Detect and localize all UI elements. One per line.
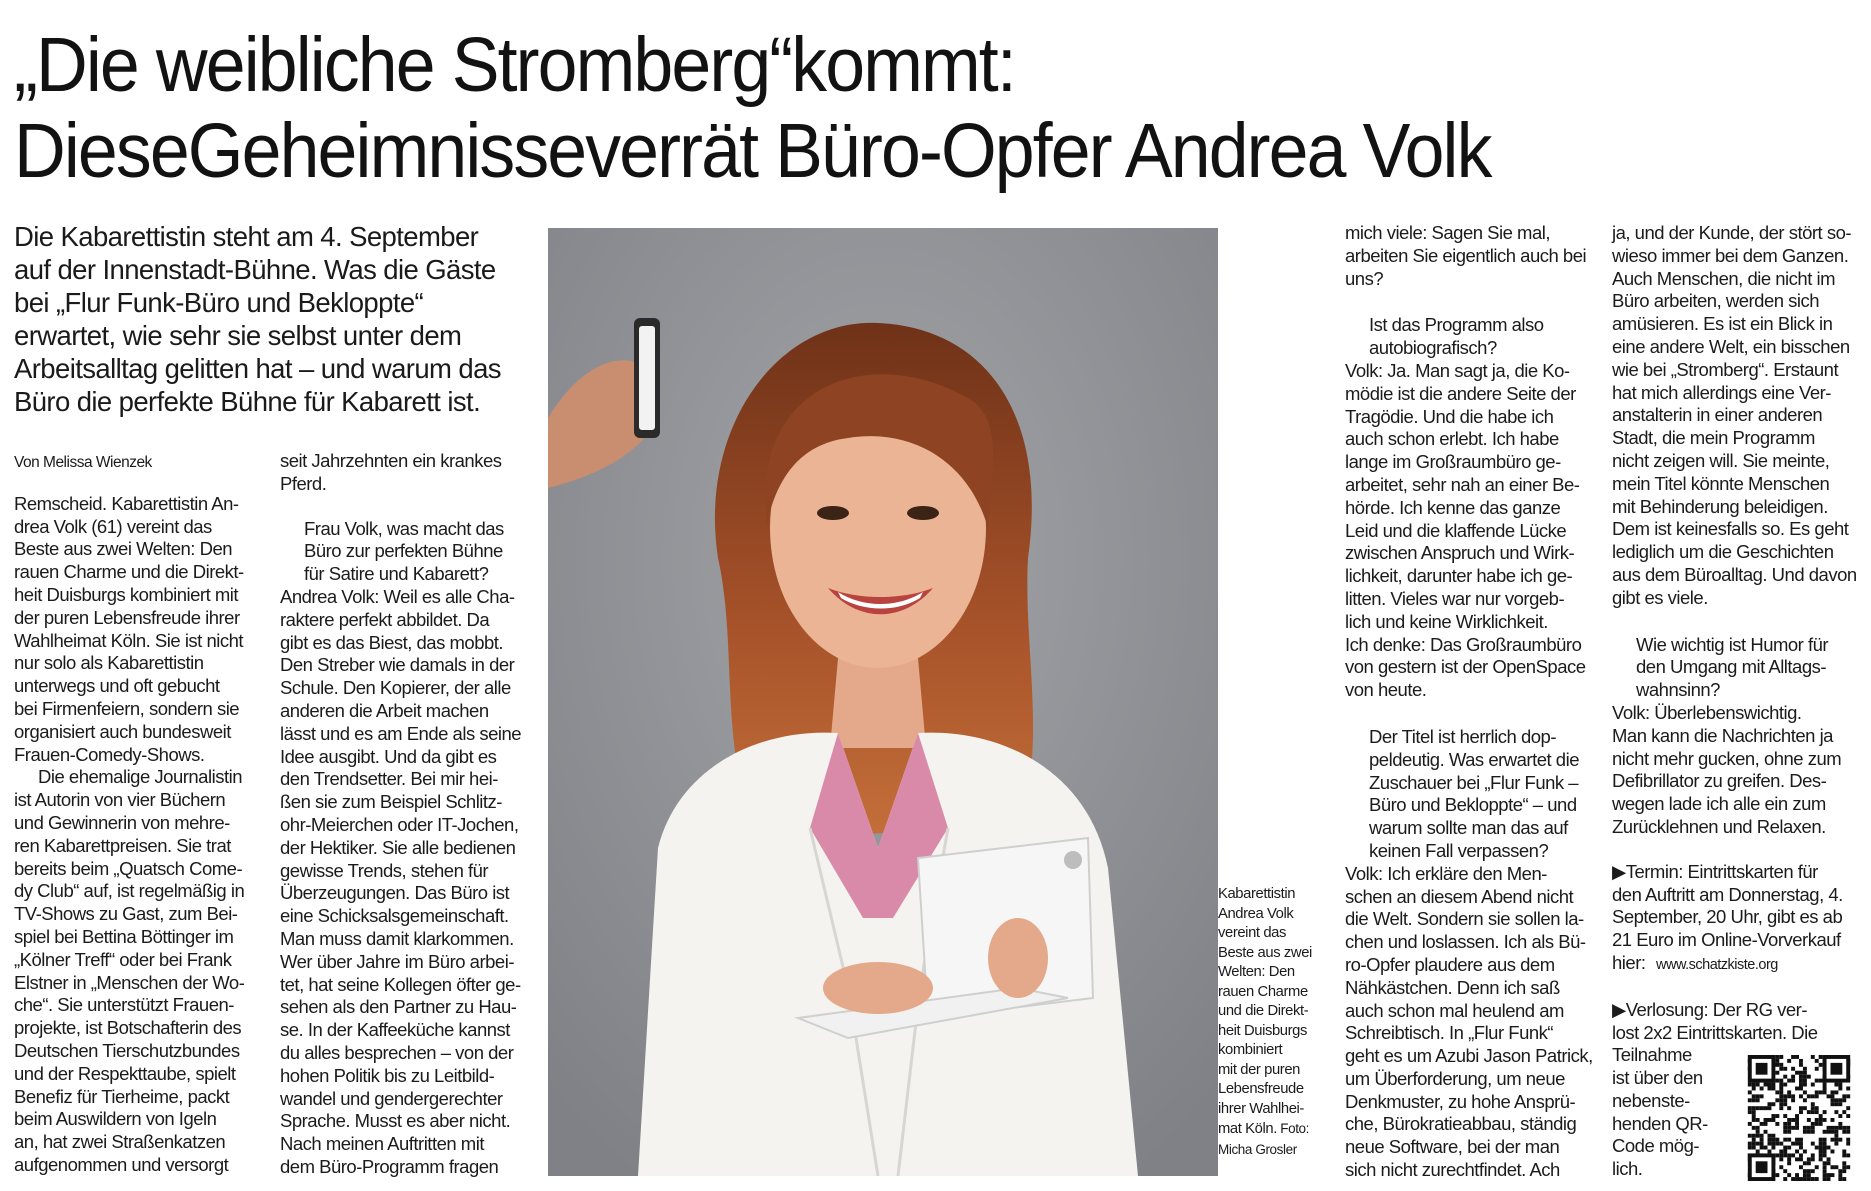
andrea-volk-photo: [548, 228, 1218, 1176]
text-line: che, Bürokratieabbau, ständig: [1345, 1113, 1577, 1135]
text-line: „Kölner Treff“ oder bei Frank: [14, 948, 232, 970]
text-line: mein Titel könnte Menschen: [1612, 472, 1830, 494]
text-line: gibt es viele.: [1612, 586, 1708, 608]
text-line: unterwegs und oft gebucht: [14, 675, 220, 697]
text-line: auch schon erlebt. Ich habe: [1345, 428, 1559, 450]
text-line: aus dem Büroalltag. Und davon: [1612, 563, 1857, 585]
text-line: keinen Fall verpassen?: [1369, 839, 1549, 861]
lead-line: Die Kabarettistin steht am 4. September: [14, 221, 479, 252]
text-line: ja, und der Kunde, der stört so-: [1612, 222, 1852, 243]
text-line: sich nicht zurechtfindet. Ach: [1345, 1159, 1560, 1181]
text-line: hohen Politik bis zu Leitbild-: [280, 1064, 495, 1086]
text-line: zwischen Anspruch und Wirk-: [1345, 542, 1575, 564]
text-line: Elstner in „Menschen der Wo-: [14, 971, 245, 993]
text-line: arbeitet, sehr nah an einer Be-: [1345, 473, 1580, 495]
text-line: Zurücklehnen und Relaxen.: [1612, 815, 1826, 837]
question: [1612, 634, 1862, 702]
text-line: ist Autorin von vier Büchern: [14, 789, 226, 811]
text-line: tet, hat seine Kollegen öfter ge-: [280, 973, 521, 995]
text-line: mödie ist die andere Seite der: [1345, 382, 1576, 404]
text-line: Beste aus zwei Welten: Den: [14, 538, 233, 560]
photo-credit: Micha Grosler: [1218, 1141, 1297, 1157]
text-line: den Auftritt am Donnerstag, 4.: [1612, 883, 1843, 905]
photo-credit-label: Foto:: [1276, 1121, 1310, 1136]
text-line: litten. Vieles war nur vorgeb-: [1345, 587, 1565, 609]
caption-line: Kabarettistin: [1218, 886, 1296, 902]
text-line: anderen die Arbeit machen: [280, 699, 489, 721]
text-line: hier:: [1612, 951, 1646, 973]
caption-line: Welten: Den: [1218, 964, 1295, 980]
text-line: ▶Termin: Eintrittskarten für: [1612, 860, 1818, 882]
text-line: rauen Charme und die Direkt-: [14, 561, 244, 583]
text-line: der puren Lebensfreude ihrer: [14, 606, 240, 628]
byline: Von Melissa Wienzek: [14, 454, 152, 471]
caption-line: und die Direkt-: [1218, 1003, 1309, 1019]
text-line: hat mich allerdings eine Ver-: [1612, 381, 1831, 403]
article-headline: [14, 22, 1725, 194]
text-line: du alles besprechen – von der: [280, 1041, 514, 1063]
answer-continued: [1345, 222, 1587, 290]
text-line: wie bei „Stromberg“. Erstaunt: [1612, 358, 1839, 380]
text-line: lich und keine Wirklichkeit.: [1345, 610, 1548, 632]
text-line: lässt und es am Ende als seine: [280, 722, 522, 744]
text-line: 21 Euro im Online-Vorverkauf: [1612, 929, 1841, 951]
text-line: an, hat zwei Straßenkatzen: [14, 1131, 226, 1153]
text-line: schen an diesem Abend nicht: [1345, 885, 1574, 907]
text-line: ro-Opfer plaudere aus dem: [1345, 953, 1555, 975]
text-line: Frau Volk, was macht das: [304, 517, 504, 539]
text-line: che“. Sie unterstützt Frauen-: [14, 994, 234, 1016]
text-line: ohr-Meierchen oder IT-Jochen,: [280, 813, 519, 835]
text-line: uns?: [1345, 267, 1384, 289]
text-line: Tragödie. Und die habe ich: [1345, 405, 1554, 427]
text-line: arbeiten Sie eigentlich auch bei: [1345, 244, 1587, 266]
caption-line: kombiniert: [1218, 1042, 1283, 1058]
text-line: Die ehemalige Journalistin: [38, 766, 242, 788]
text-line: Büro arbeiten, werden sich: [1612, 290, 1820, 312]
text-line: von heute.: [1345, 679, 1427, 701]
text-line: bei Firmenfeiern, sondern sie: [14, 697, 240, 719]
text-line: Der Titel ist herrlich dop-: [1369, 725, 1556, 747]
text-line: Man kann die Nachrichten ja: [1612, 724, 1833, 746]
text-line: nur solo als Kabarettistin: [14, 652, 204, 674]
text-line: lange im Großraumbüro ge-: [1345, 451, 1561, 473]
text-line: Leid und die klaffende Lücke: [1345, 519, 1567, 541]
article-photo: [548, 228, 1218, 1176]
text-line: projekte, ist Botschafterin des: [14, 1017, 242, 1039]
text-line: Volk: Ja. Man sagt ja, die Ko-: [1345, 359, 1570, 381]
text-line: Idee ausgibt. Und da gibt es: [280, 745, 497, 767]
answer: [1345, 359, 1586, 702]
text-line: sehen als den Partner zu Hau-: [280, 996, 517, 1018]
text-line: ▶Verlosung: Der RG ver-: [1612, 998, 1807, 1020]
text-line: Nähkästchen. Denn ich saß: [1345, 976, 1560, 998]
text-line: Ich denke: Das Großraumbüro: [1345, 633, 1582, 655]
text-line: Deutschen Tierschutzbundes: [14, 1039, 240, 1061]
text-line: Dem ist keinesfalls so. Es geht: [1612, 518, 1849, 540]
text-line: Nach meinen Auftritten mit: [280, 1133, 484, 1155]
text-line: und Gewinnerin von mehre-: [14, 811, 230, 833]
text-line: wandel und gendergerechter: [280, 1087, 503, 1109]
text-line: Wer über Jahre im Büro arbei-: [280, 950, 514, 972]
text-line: den Umgang mit Alltags-: [1636, 656, 1827, 678]
column-1: [14, 452, 264, 1177]
text-line: Stadt, die mein Programm: [1612, 427, 1815, 449]
text-line: Code mög-: [1612, 1135, 1700, 1157]
caption-line: rauen Charme: [1218, 983, 1308, 1000]
text-line: Volk: Überlebenswichtig.: [1612, 701, 1802, 723]
text-line: Remscheid. Kabarettistin An-: [14, 492, 239, 514]
text-line: anstalterin in einer anderen: [1612, 404, 1823, 426]
text-line: nebenste-: [1612, 1089, 1690, 1111]
text-line: gewisse Trends, stehen für: [280, 859, 489, 881]
text-line: der Hektiker. Sie alle bedienen: [280, 836, 516, 858]
caption-line: Beste aus zwei: [1218, 944, 1312, 961]
text-line: TV-Shows zu Gast, zum Bei-: [14, 903, 238, 925]
text-line: bereits beim „Quatsch Come-: [14, 857, 243, 879]
text-line: wahnsinn?: [1636, 679, 1720, 701]
photo-caption: [1218, 885, 1312, 1159]
paragraph: [14, 766, 264, 1176]
text-line: henden QR-: [1612, 1112, 1708, 1134]
text-line: drea Volk (61) vereint das: [14, 515, 212, 537]
text-line: Pferd.: [280, 472, 327, 494]
answer: [280, 586, 540, 1179]
text-line: Wahlheimat Köln. Sie ist nicht: [14, 629, 244, 651]
text-line: für Satire und Kabarett?: [304, 563, 489, 585]
caption-line: mat Köln. Foto:: [1218, 1121, 1310, 1137]
caption-line: vereint das: [1218, 925, 1286, 941]
text-line: Defibrillator zu greifen. Des-: [1612, 770, 1827, 792]
text-line: hörde. Ich kenne das ganze: [1345, 496, 1561, 518]
question: [1345, 725, 1579, 863]
text-line: amüsieren. Es ist ein Blick in: [1612, 313, 1833, 335]
text-line: auch schon mal heulend am: [1345, 999, 1564, 1021]
text-line: von gestern ist der OpenSpace: [1345, 656, 1586, 678]
answer: [1612, 702, 1862, 839]
lead-line: auf der Innenstadt-Bühne. Was die Gäste: [14, 254, 496, 285]
text-line: ren Kabarettpreisen. Sie trat: [14, 834, 231, 856]
text-line: wegen lade ich alle ein zum: [1612, 793, 1826, 815]
column-3: [1345, 222, 1593, 1182]
text-line: Man muss damit klarkommen.: [280, 927, 514, 949]
text-line: raktere perfekt abbildet. Da: [280, 608, 490, 630]
text-line: Büro zur perfekten Bühne: [304, 540, 503, 562]
lead-line: Büro die perfekte Bühne für Kabarett ist.: [14, 386, 481, 417]
text-line: Auch Menschen, die nicht im: [1612, 267, 1836, 289]
headline-line-2: DieseGeheimnisseverrät Büro-Opfer Andrea Volk: [14, 108, 1491, 194]
text-line: nicht mehr gucken, ohne zum: [1612, 747, 1842, 769]
text-line: dem Büro-Programm fragen: [280, 1155, 499, 1177]
qr-code[interactable]: [1747, 1055, 1851, 1181]
text-line: Teilnahme: [1612, 1044, 1692, 1066]
text-line: spiel bei Bettina Böttinger im: [14, 925, 234, 947]
text-line: seit Jahrzehnten ein krankes: [280, 450, 502, 471]
text-line: beim Auswildern von Igeln: [14, 1108, 217, 1130]
text-line: wieso immer bei dem Ganzen.: [1612, 244, 1849, 266]
text-line: Denkmuster, zu hohe Ansprü-: [1345, 1090, 1576, 1112]
column-2: [280, 450, 540, 1179]
text-line: gibt es das Biest, das mobbt.: [280, 631, 504, 653]
text-line: lichkeit, darunter habe ich ge-: [1345, 565, 1573, 587]
lead-line: bei „Flur Funk-Büro und Bekloppte“: [14, 287, 424, 318]
paragraph: [280, 450, 540, 496]
text-line: Den Streber wie damals in der: [280, 654, 515, 676]
text-line: Frauen-Comedy-Shows.: [14, 743, 205, 765]
text-line: den Trendsetter. Bei mir hei-: [280, 768, 498, 790]
text-line: chen und loslassen. Ich als Bü-: [1345, 931, 1586, 953]
text-line: aufgenommen und versorgt: [14, 1153, 229, 1175]
text-line: Sprache. Musst es aber nicht.: [280, 1110, 511, 1132]
text-line: heit Duisburgs kombiniert mit: [14, 583, 239, 605]
text-line: eine Schicksalsgemeinschaft.: [280, 905, 509, 927]
answer: [1345, 862, 1593, 1182]
question: [1345, 314, 1545, 360]
text-line: Zuschauer bei „Flur Funk –: [1369, 771, 1579, 793]
caption-line: heit Duisburgs: [1218, 1022, 1307, 1039]
text-line: Andrea Volk: Weil es alle Cha-: [280, 585, 515, 607]
column-4: [1612, 222, 1862, 1181]
article-lead: [14, 220, 534, 418]
intro-paragraph: [14, 493, 264, 767]
text-line: lediglich um die Geschichten: [1612, 541, 1834, 563]
text-line: nicht zeigen will. Sie meinte,: [1612, 449, 1830, 471]
text-line: Volk: Ich erkläre den Men-: [1345, 862, 1547, 884]
caption-line: Lebensfreude: [1218, 1081, 1304, 1097]
headline-line-1: „Die weibliche Stromberg“kommt:: [14, 22, 1015, 108]
text-line: warum sollte man das auf: [1369, 817, 1568, 839]
answer-continued: [1612, 222, 1862, 610]
text-line: Benefiz für Tierheime, packt: [14, 1085, 230, 1107]
text-line: Schule. Den Kopierer, der alle: [280, 677, 511, 699]
text-line: Wie wichtig ist Humor für: [1636, 633, 1829, 655]
text-line: eine andere Welt, ein bisschen: [1612, 335, 1850, 357]
lead-line: Arbeitsalltag gelitten hat – und warum das: [14, 353, 501, 384]
text-line: organisiert auch bundesweit: [14, 720, 231, 742]
text-line: lich.: [1612, 1158, 1643, 1180]
lead-line: erwartet, wie sehr sie selbst unter dem: [14, 320, 462, 351]
text-line: geht es um Azubi Jason Patrick,: [1345, 1045, 1593, 1067]
caption-line: Andrea Volk: [1218, 905, 1294, 922]
text-line: peldeutig. Was erwartet die: [1369, 748, 1579, 770]
text-line: die Welt. Sondern sie sollen la-: [1345, 908, 1584, 930]
text-line: lost 2x2 Eintrittskarten. Die: [1612, 1021, 1818, 1043]
text-line: dy Club“ auf, ist regelmäßig in: [14, 880, 245, 902]
question: [280, 518, 540, 586]
text-line: Ist das Programm also: [1369, 314, 1544, 336]
text-line: um Überforderung, um neue: [1345, 1067, 1565, 1089]
text-line: autobiografisch?: [1369, 337, 1497, 359]
caption-line: ihrer Wahlhei-: [1218, 1100, 1304, 1117]
text-line: Schreibtisch. In „Flur Funk“: [1345, 1022, 1554, 1044]
caption-line: mit der puren: [1218, 1061, 1300, 1078]
text-line: mich viele: Sagen Sie mal,: [1345, 222, 1550, 243]
text-line: se. In der Kaffeeküche kannst: [280, 1019, 510, 1041]
text-line: mit Behinderung beleidigen.: [1612, 495, 1828, 517]
text-line: ßen sie zum Beispiel Schlitz-: [280, 791, 502, 813]
text-line: September, 20 Uhr, gibt es ab: [1612, 906, 1843, 928]
text-line: Büro und Bekloppte“ – und: [1369, 794, 1577, 816]
ticket-url[interactable]: www.schatzkiste.org: [1656, 956, 1778, 973]
text-line: neue Software, bei der man: [1345, 1136, 1560, 1158]
text-line: und der Respekttaube, spielt: [14, 1062, 236, 1084]
text-line: ist über den: [1612, 1067, 1703, 1089]
text-line: Überzeugungen. Das Büro ist: [280, 882, 510, 904]
